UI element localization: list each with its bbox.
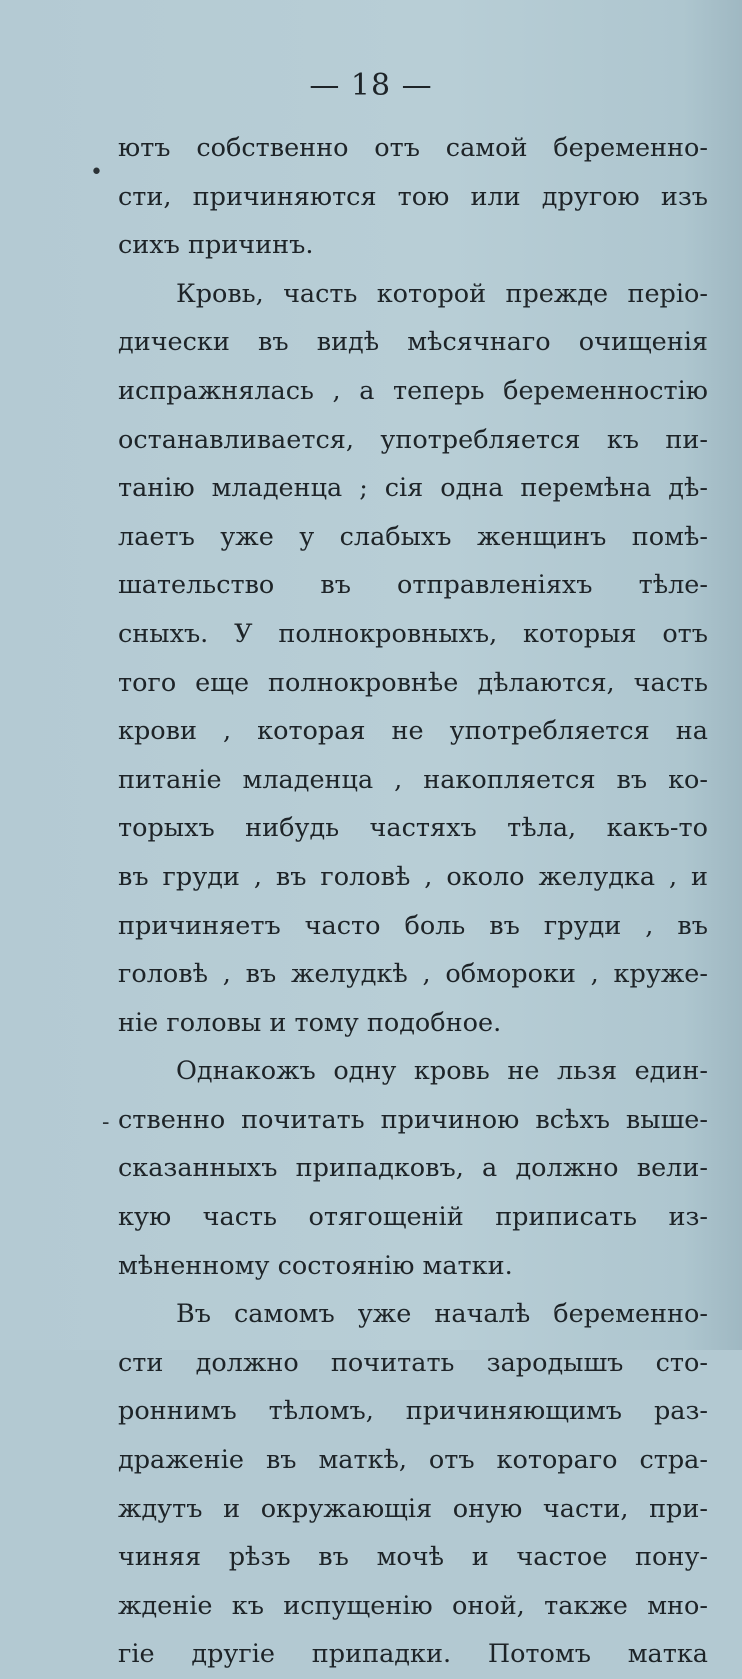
text-line: чиняя рѣзъ въ мочѣ и частое пону- [118,1542,708,1573]
text-line: драженіе въ маткѣ, отъ котораго стра- [118,1445,708,1476]
text-line: сти должно почитать зародышъ сто- [118,1347,708,1378]
body-text [118,124,708,1679]
text-line: дически въ видѣ мѣсячнаго очищенія [118,327,708,358]
text-line: жденіе къ испущенію оной, также мно- [118,1590,708,1621]
text-line: мѣненному состоянію матки. [118,1250,513,1281]
margin-mark-dash: - [102,1110,110,1135]
text-line: ственно почитать причиною всѣхъ выше- [118,1104,708,1135]
text-line: Въ самомъ уже началѣ беременно- [176,1299,708,1330]
text-line: причиняетъ часто боль въ груди , въ [118,910,708,941]
text-line: крови , которая не употребляется на [118,716,708,747]
text-line: лаетъ уже у слабыхъ женщинъ помѣ- [118,521,708,552]
text-line: того еще полнокровнѣе дѣлаются, часть [118,667,708,698]
text-line: Кровь, часть которой прежде періо- [176,278,708,309]
text-line: сихъ причинъ. [118,230,314,261]
page-number: — 18 — [309,68,433,103]
text-line: торыхъ нибудь частяхъ тѣла, какъ-то [118,813,708,844]
margin-mark-dot: • [90,160,103,185]
text-line: ждутъ и окружающія оную части, при- [118,1493,708,1524]
text-line: Однакожъ одну кровь не льзя един- [176,1056,708,1087]
text-line: питаніе младенца , накопляется въ ко- [118,764,708,795]
text-line: ніе головы и тому подобное. [118,1007,502,1038]
text-line: гіе другіе припадки. Потомъ матка [118,1639,708,1670]
text-line: испражнялась , а теперь беременностію [118,375,708,406]
text-line: шательство въ отправленіяхъ тѣле- [118,570,708,601]
text-line: сныхъ. У полнокровныхъ, которыя отъ [118,618,708,649]
text-line: танію младенца ; сія одна перемѣна дѣ- [118,473,708,504]
text-line: кую часть отягощеній приписать из- [118,1202,708,1233]
text-line: головѣ , въ желудкѣ , обмороки , круже- [118,959,708,990]
text-line: останавливается, употребляется къ пи- [118,424,708,455]
text-line: сти, причиняются тою или другою изъ [118,181,708,212]
text-line: роннимъ тѣломъ, причиняющимъ раз- [118,1396,708,1427]
text-line: сказанныхъ припадковъ, а должно вели- [118,1153,708,1184]
text-line: въ груди , въ головѣ , около желудка , и [118,861,708,892]
text-line: ютъ собственно отъ самой беременно- [118,133,708,163]
